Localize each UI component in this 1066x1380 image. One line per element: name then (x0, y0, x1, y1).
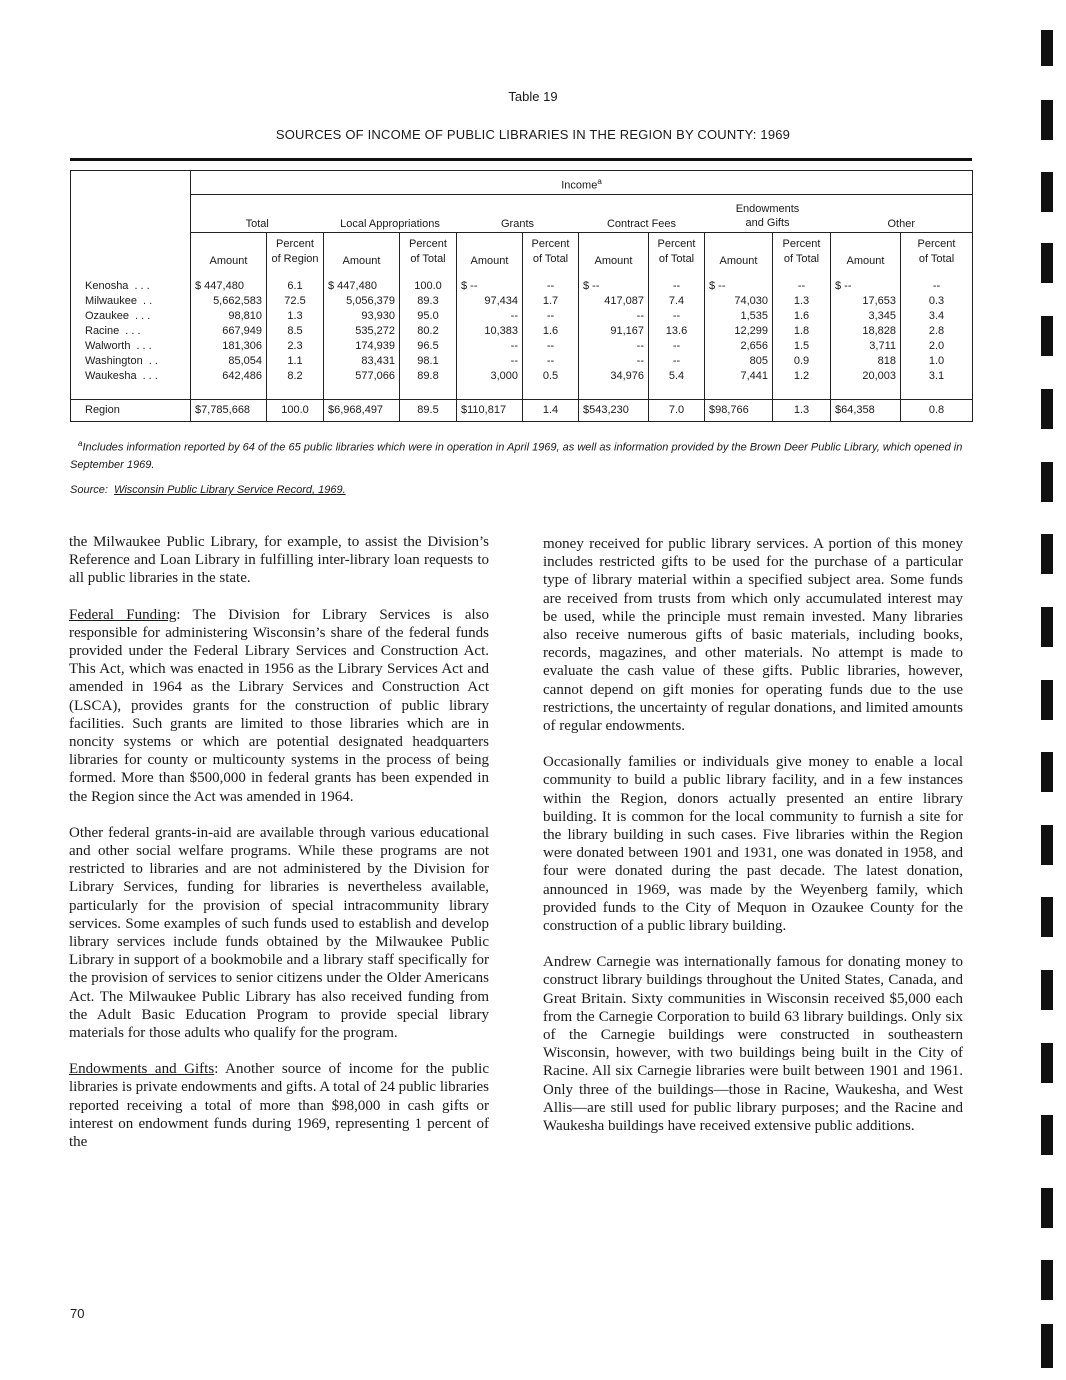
region-label: Region (71, 399, 191, 421)
region-total-pct: 100.0 (267, 399, 324, 421)
cell-local-amount: 83,431 (324, 354, 400, 369)
table-row (71, 309, 973, 324)
group-endowments-gifts: Endowments and Gifts (705, 195, 831, 233)
region-grants-amount: $110,817 (457, 399, 523, 421)
header-amount: Amount (191, 233, 267, 271)
region-other-amount: $64,358 (831, 399, 901, 421)
cell-contract-pct: -- (649, 354, 705, 369)
cell-local-pct: 98.1 (400, 354, 457, 369)
title-rule (70, 158, 972, 161)
cell-contract-amount: -- (579, 309, 649, 324)
cell-endow-amount: 2,656 (705, 339, 773, 354)
cell-endow-amount: 12,299 (705, 324, 773, 339)
cell-endow-amount: 1,535 (705, 309, 773, 324)
group-other: Other (831, 195, 973, 233)
cell-local-pct: 96.5 (400, 339, 457, 354)
cell-contract-amount: 417,087 (579, 294, 649, 309)
header-amount: Amount (457, 233, 523, 271)
cell-other-pct: 2.8 (901, 324, 973, 339)
cell-total-amount: 642,486 (191, 369, 267, 384)
region-endow-pct: 1.3 (773, 399, 831, 421)
income-table (70, 170, 973, 422)
cell-contract-pct: -- (649, 339, 705, 354)
region-contract-pct: 7.0 (649, 399, 705, 421)
cell-contract-pct: 5.4 (649, 369, 705, 384)
cell-total-pct: 72.5 (267, 294, 324, 309)
header-percent-of-total: Percent of Total (773, 233, 831, 271)
cell-grants-pct: -- (523, 339, 579, 354)
cell-total-amount: 667,949 (191, 324, 267, 339)
cell-local-amount: 93,930 (324, 309, 400, 324)
header-percent-of-total: Percent of Total (901, 233, 973, 271)
cell-endow-pct: 0.9 (773, 354, 831, 369)
cell-contract-amount: -- (579, 354, 649, 369)
cell-total-pct: 6.1 (267, 271, 324, 294)
header-amount: Amount (324, 233, 400, 271)
table-row (71, 339, 973, 354)
cell-other-pct: 2.0 (901, 339, 973, 354)
cell-total-amount: $ 447,480 (191, 271, 267, 294)
header-percent-of-region: Percent of Region (267, 233, 324, 271)
edge-mark (1041, 970, 1053, 1010)
county-name: Milwaukee . . (71, 294, 191, 309)
cell-grants-pct: 1.6 (523, 324, 579, 339)
cell-other-amount: 18,828 (831, 324, 901, 339)
cell-local-pct: 89.8 (400, 369, 457, 384)
cell-local-amount: 535,272 (324, 324, 400, 339)
header-percent-of-total: Percent of Total (400, 233, 457, 271)
cell-total-amount: 98,810 (191, 309, 267, 324)
cell-grants-pct: -- (523, 309, 579, 324)
group-grants: Grants (457, 195, 579, 233)
region-total-amount: $7,785,668 (191, 399, 267, 421)
cell-local-amount: 174,939 (324, 339, 400, 354)
edge-mark (1041, 316, 1053, 356)
region-local-pct: 89.5 (400, 399, 457, 421)
cell-total-amount: 85,054 (191, 354, 267, 369)
cell-local-amount: 5,056,379 (324, 294, 400, 309)
left-column (69, 533, 489, 1169)
cell-local-pct: 95.0 (400, 309, 457, 324)
group-local-appropriations: Local Appropriations (324, 195, 457, 233)
cell-other-pct: 1.0 (901, 354, 973, 369)
cell-other-amount: 17,653 (831, 294, 901, 309)
cell-endow-pct: 1.6 (773, 309, 831, 324)
paragraph: Occasionally families or individuals give money to enable a local community to build a public library facility, and in a few instances within the Region, donors actually presented an entire library building. It is common for the local community to furnish a site for the library building in such cases. Five libraries within the Region were donated between 1901 and 1931, one was donated in 1958, and four were donated during the past decade. The latest donation, announced in 1969, was made by the Weyenberg family, which provided funds to the City of Mequon in Ozaukee County for the construction of a public library building. (543, 754, 963, 935)
edge-mark (1041, 243, 1053, 283)
edge-mark (1041, 462, 1053, 502)
paragraph: Federal Funding: The Division for Library Services is also responsible for administering Wisconsin’s share of the federal funds provided under the Federal Library Services and Construction Act. This Act, which was enacted in 1956 as the Library Services Act and amended in 1964 as the Library Services and Construction Act (LSCA), provides grants for the construction of public library facilities. Such grants are limited to those libraries which are in noncity systems or which are potential designated headquarters libraries for county or multicounty systems in the process of being formed. More than $500,000 in federal grants has been expended in the Region since the Act was amended in 1964. (69, 606, 489, 805)
region-endow-amount: $98,766 (705, 399, 773, 421)
paragraph: Endowments and Gifts: Another source of income for the public libraries is private endowments and gifts. A total of 24 public libraries reported receiving a total of more than $98,000 in cash gifts or interest on endowment funds during 1969, representing 1 percent of the (69, 1061, 489, 1151)
table-footnote: $^a$Includes information reported by 64 of the 65 public libraries which were in operation in April 1969, as well as information provided by the Brown Deer Public Library, which opened in September 1969. (70, 439, 963, 471)
right-column (543, 535, 963, 1153)
cell-grants-amount: -- (457, 339, 523, 354)
cell-other-pct: -- (901, 271, 973, 294)
table-row (71, 354, 973, 369)
edge-mark (1041, 825, 1053, 865)
cell-total-amount: 181,306 (191, 339, 267, 354)
cell-contract-amount: $ -- (579, 271, 649, 294)
cell-contract-pct: 13.6 (649, 324, 705, 339)
section-heading: Endowments and Gifts (69, 1061, 215, 1078)
edge-mark (1041, 534, 1053, 574)
income-header: Income$^a$ (191, 171, 973, 195)
cell-other-amount: 3,711 (831, 339, 901, 354)
cell-grants-amount: 97,434 (457, 294, 523, 309)
cell-other-amount: 818 (831, 354, 901, 369)
edge-mark (1041, 30, 1053, 66)
paragraph: the Milwaukee Public Library, for example, to assist the Division’s Reference and Loan Library in fulfilling inter-library loan requests to all public libraries in the state. (69, 534, 489, 587)
cell-local-pct: 89.3 (400, 294, 457, 309)
cell-other-amount: 20,003 (831, 369, 901, 384)
table-row (71, 324, 973, 339)
cell-total-pct: 8.5 (267, 324, 324, 339)
table-row (71, 369, 973, 384)
cell-grants-pct: -- (523, 271, 579, 294)
table-row (71, 271, 973, 294)
edge-mark (1041, 680, 1053, 720)
county-name: Kenosha . . . (71, 271, 191, 294)
cell-grants-pct: 1.7 (523, 294, 579, 309)
edge-mark (1041, 1188, 1053, 1228)
cell-other-pct: 0.3 (901, 294, 973, 309)
cell-contract-amount: 91,167 (579, 324, 649, 339)
cell-endow-amount: $ -- (705, 271, 773, 294)
edge-mark (1041, 752, 1053, 792)
page-number: 70 (70, 1306, 85, 1321)
region-other-pct: 0.8 (901, 399, 973, 421)
cell-contract-amount: -- (579, 339, 649, 354)
cell-total-amount: 5,662,583 (191, 294, 267, 309)
cell-endow-pct: 1.5 (773, 339, 831, 354)
edge-mark (1041, 1043, 1053, 1083)
county-name: Walworth . . . (71, 339, 191, 354)
header-percent-of-total: Percent of Total (523, 233, 579, 271)
header-amount: Amount (705, 233, 773, 271)
cell-endow-amount: 74,030 (705, 294, 773, 309)
section-heading: Federal Funding (69, 606, 177, 623)
cell-endow-amount: 7,441 (705, 369, 773, 384)
table-source: Source: Wisconsin Public Library Service Record, 1969. (70, 484, 346, 496)
table-title: SOURCES OF INCOME OF PUBLIC LIBRARIES IN THE REGION BY COUNTY: 1969 (275, 127, 791, 142)
cell-contract-pct: -- (649, 271, 705, 294)
county-name: Ozaukee . . . (71, 309, 191, 324)
paragraph: Andrew Carnegie was internationally famous for donating money to construct library buildings throughout the United States, Canada, and Great Britain. Sixty communities in Wisconsin received $5,000 each from the Carnegie Corporation to build 63 library buildings. Only six of the Carnegie buildings were constructed in southeastern Wisconsin, however, with two buildings being built in the City of Racine. All six Carnegie libraries were built between 1901 and 1961. Only three of the buildings—those in Racine, Waukesha, and West Allis—are still used for public library purposes; and the Racine and Waukesha buildings have received extensive public additions. (543, 954, 963, 1135)
cell-other-amount: 3,345 (831, 309, 901, 324)
cell-total-pct: 2.3 (267, 339, 324, 354)
header-percent-of-total: Percent of Total (649, 233, 705, 271)
paragraph: money received for public library services. A portion of this money includes restricted gifts to be used for the purchase of a particular type of library material within a specified subject area. Some funds are received from trusts from which only accumulated interest may be used, while the principle must remain invested. Many libraries also receive numerous gifts of basic materials, including books, records, magazines, and other materials. No attempt is made to evaluate the cash value of these gifts. Public libraries, however, cannot depend on gift monies for operating funds due to the use restrictions, the uncertainty of regular donations, and limited amounts of regular endowments. (543, 536, 963, 735)
region-contract-amount: $543,230 (579, 399, 649, 421)
paragraph: Other federal grants-in-aid are available through various educational and other social welfare programs. While these programs are not restricted to libraries and are not administered by the Division for Library Services, funding for libraries is nevertheless available, particularly for the provision of special intracommunity library services. Some examples of such funds used to establish and develop library services include funds obtained by the Milwaukee Public Library in support of a bookmobile and a library staff specifically for the provision of services to senior citizens under the Older Americans Act. The Milwaukee Public Library has also received funding from the Adult Basic Education Program to provide special library materials for those adults who qualify for the program. (69, 824, 489, 1042)
cell-other-amount: $ -- (831, 271, 901, 294)
table-row (71, 294, 973, 309)
cell-other-pct: 3.4 (901, 309, 973, 324)
cell-grants-pct: -- (523, 354, 579, 369)
county-name: Waukesha . . . (71, 369, 191, 384)
cell-local-amount: 577,066 (324, 369, 400, 384)
cell-endow-pct: 1.3 (773, 294, 831, 309)
header-amount: Amount (831, 233, 901, 271)
region-grants-pct: 1.4 (523, 399, 579, 421)
edge-mark (1041, 607, 1053, 647)
cell-grants-amount: $ -- (457, 271, 523, 294)
cell-local-pct: 100.0 (400, 271, 457, 294)
cell-total-pct: 1.1 (267, 354, 324, 369)
cell-endow-pct: 1.2 (773, 369, 831, 384)
cell-endow-pct: 1.8 (773, 324, 831, 339)
group-contract-fees: Contract Fees (579, 195, 705, 233)
cell-endow-amount: 805 (705, 354, 773, 369)
cell-local-pct: 80.2 (400, 324, 457, 339)
edge-mark (1041, 897, 1053, 937)
table-number: Table 19 (508, 89, 558, 104)
cell-contract-pct: 7.4 (649, 294, 705, 309)
cell-local-amount: $ 447,480 (324, 271, 400, 294)
edge-mark (1041, 389, 1053, 429)
cell-grants-pct: 0.5 (523, 369, 579, 384)
cell-grants-amount: 10,383 (457, 324, 523, 339)
cell-grants-amount: -- (457, 354, 523, 369)
cell-contract-pct: -- (649, 309, 705, 324)
region-row (71, 399, 973, 421)
cell-total-pct: 1.3 (267, 309, 324, 324)
county-name: Washington . . (71, 354, 191, 369)
cell-grants-amount: -- (457, 309, 523, 324)
region-local-amount: $6,968,497 (324, 399, 400, 421)
cell-other-pct: 3.1 (901, 369, 973, 384)
cell-endow-pct: -- (773, 271, 831, 294)
cell-contract-amount: 34,976 (579, 369, 649, 384)
cell-grants-amount: 3,000 (457, 369, 523, 384)
cell-total-pct: 8.2 (267, 369, 324, 384)
header-amount: Amount (579, 233, 649, 271)
edge-mark (1041, 1115, 1053, 1155)
edge-mark (1041, 1260, 1053, 1300)
group-total: Total (191, 195, 324, 233)
edge-mark (1041, 1324, 1053, 1368)
county-name: Racine . . . (71, 324, 191, 339)
edge-mark (1041, 172, 1053, 212)
